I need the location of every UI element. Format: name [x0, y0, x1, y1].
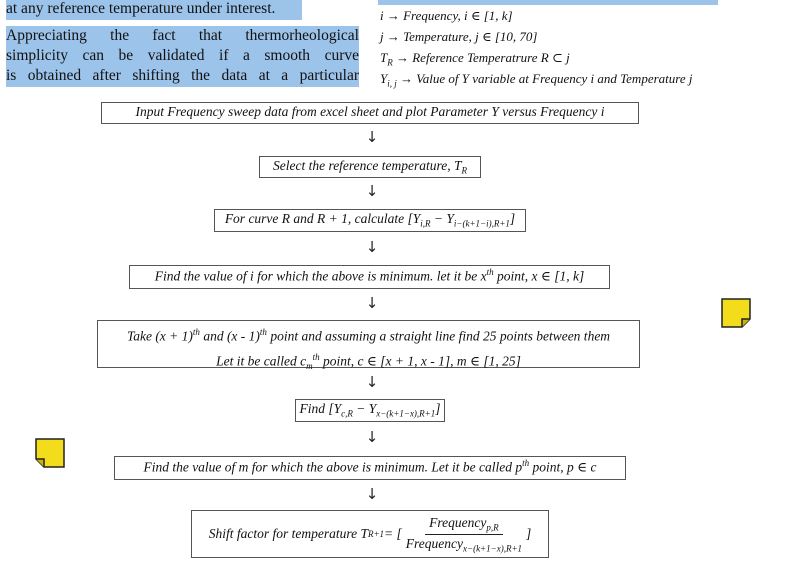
paragraph-line: Appreciating the fact that thermorheological: [6, 26, 359, 47]
flow-step-select-reference: Select the reference temperature, $T_R$: [259, 156, 481, 178]
definition-temperature: j → Temperature, j ∈ [10, 70]: [380, 29, 538, 44]
down-arrow-icon: ↓: [365, 485, 379, 503]
flow-step-find-m: Find the value of m for which the above is minimum. Let it be called $p^{th}$ point, p ∈ c: [114, 456, 626, 480]
paragraph-line: is obtained after shifting the data at a particular: [6, 66, 359, 87]
flow-step-calculate-difference: For curve R and R + 1, calculate $[Y_{i,R} - Y_{i-(k+1-i),R+1}]$: [214, 209, 526, 232]
partial-heading-line: [378, 0, 718, 5]
flow-step-interpolate-points: Take $(x + 1)^{th}$ and (x - 1)$^{th}$ point and assuming a straight line find 25 points between them Let it be called $c_m^{th}$ point, c ∈ [x + 1, x - 1], m ∈ [1, 25]: [97, 320, 640, 368]
definition-frequency: i → Frequency, i ∈ [1, k]: [380, 8, 513, 23]
comment-note-icon[interactable]: [721, 298, 751, 328]
paragraph-line: at any reference temperature under interest.: [6, 0, 302, 20]
down-arrow-icon: ↓: [365, 238, 379, 256]
definition-y-variable: $Y_{i, j}$ → Value of Y variable at Frequency i and Temperature j: [380, 71, 693, 89]
definition-reference-temperature: $T_R$ → Reference Temperatrure R ⊂ j: [380, 50, 570, 68]
flow-step-input-data: Input Frequency sweep data from excel sheet and plot Parameter Y versus Frequency i: [101, 102, 639, 124]
flow-step-find-x: Find the value of i for which the above is minimum. let it be $x^{th}$ point, x ∈ [1, k]: [129, 265, 610, 289]
down-arrow-icon: ↓: [365, 294, 379, 312]
down-arrow-icon: ↓: [365, 128, 379, 146]
shift-factor-fraction: $\frac{Frequency_{p,R}}{Frequency_{x-(k+1-x),R+1}}$: [405, 514, 523, 554]
flow-step-find-difference: Find $[Y_{c,R} - Y_{x-(k+1-x),R+1}]$: [295, 399, 445, 422]
down-arrow-icon: ↓: [365, 428, 379, 446]
comment-note-icon[interactable]: [35, 438, 65, 468]
flow-step-shift-factor: Shift factor for temperature T R+1 = [ $\frac{Frequency_{p,R}}{Frequency_{x-(k+1-x),R+1}}$ ]: [191, 510, 549, 558]
down-arrow-icon: ↓: [365, 373, 379, 391]
paragraph-line: simplicity can be validated if a smooth curve: [6, 46, 359, 67]
down-arrow-icon: ↓: [365, 182, 379, 200]
